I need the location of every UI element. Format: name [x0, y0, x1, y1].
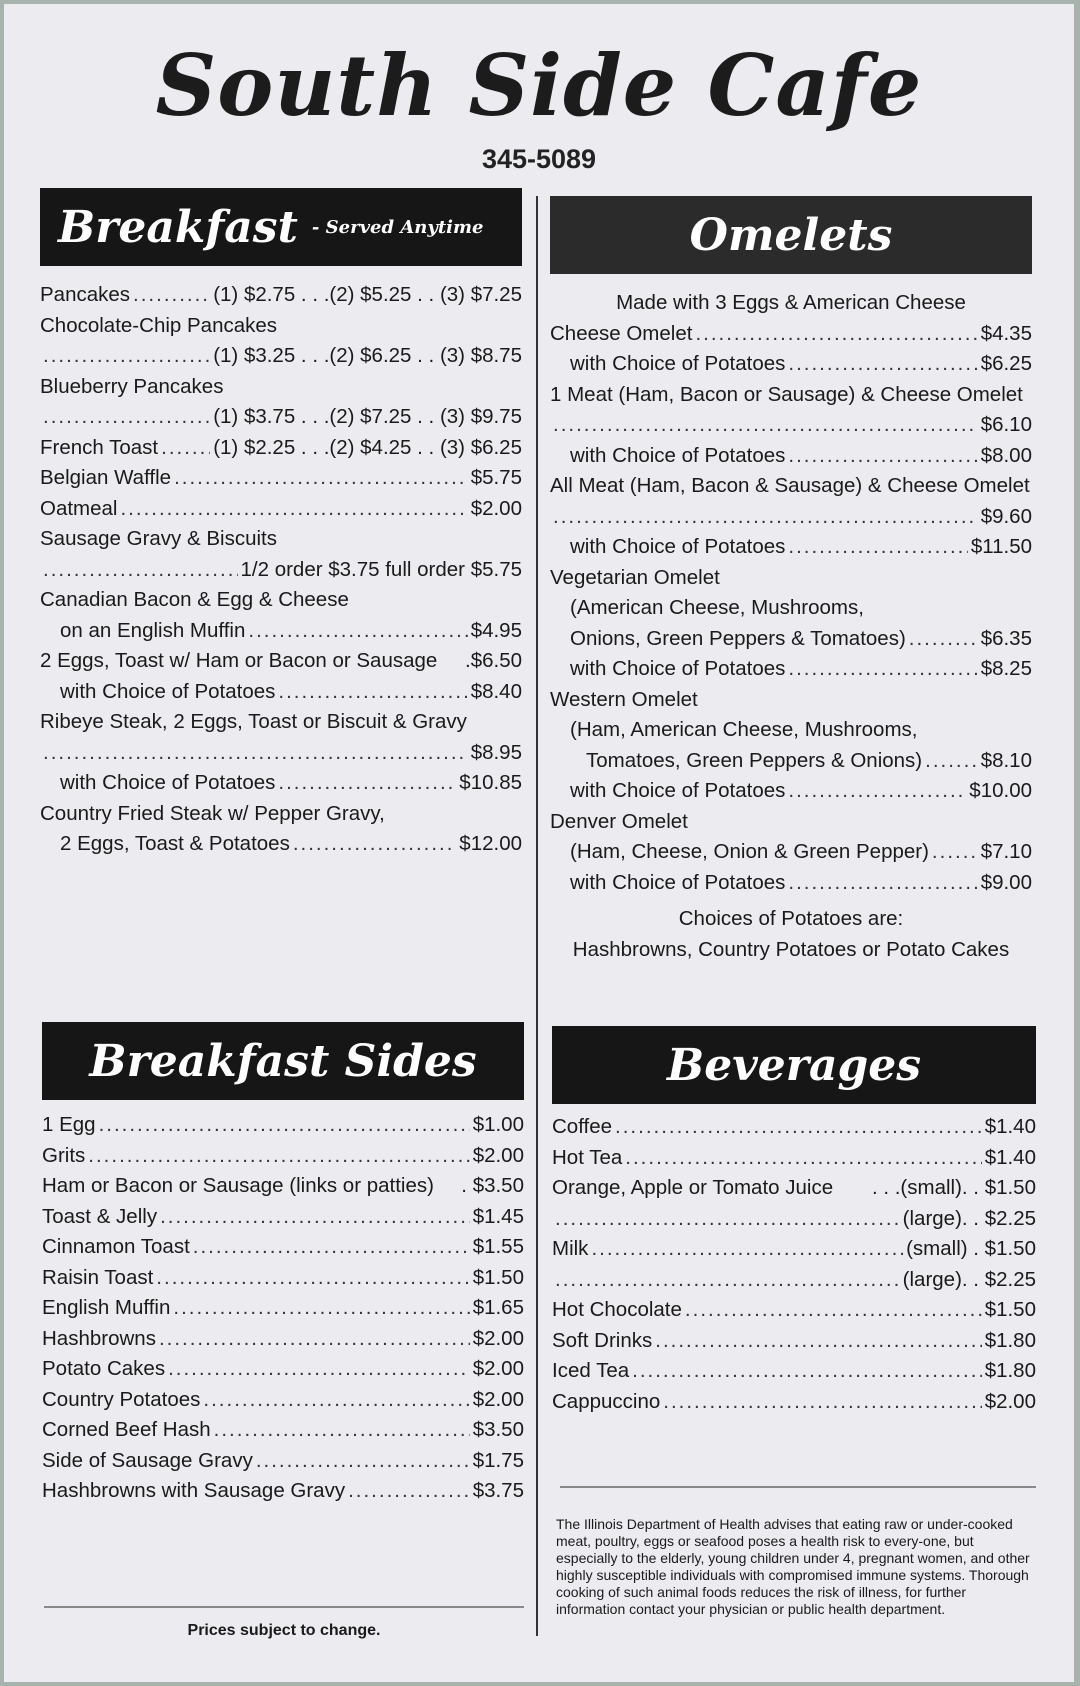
- dot-leader: [43, 738, 468, 769]
- item-price: $7.10: [980, 840, 1032, 863]
- menu-line: [550, 563, 1032, 594]
- item-price: (small) . $1.50: [906, 1237, 1036, 1260]
- item-price: $10.00: [969, 779, 1032, 802]
- item-price: $8.40: [470, 679, 522, 703]
- menu-line: [40, 707, 522, 738]
- dot-leader: [278, 677, 467, 708]
- item-name: with Choice of Potatoes: [60, 679, 276, 703]
- dot-leader: [591, 1234, 903, 1265]
- menu-line: [550, 624, 1032, 655]
- item-price: $1.50: [984, 1298, 1036, 1321]
- menu-line: [550, 471, 1032, 502]
- breakfast-title: Breakfast: [58, 201, 298, 253]
- item-name: 2 Eggs, Toast w/ Ham or Bacon or Sausage: [40, 649, 438, 672]
- dot-leader: [278, 768, 456, 799]
- item-price: . . .(small). . $1.50: [871, 1176, 1036, 1199]
- item-name: Hashbrowns with Sausage Gravy: [42, 1479, 346, 1502]
- dot-leader: [555, 1204, 900, 1235]
- item-price: $5.75: [470, 466, 522, 489]
- item-price: $9.00: [980, 870, 1032, 894]
- menu-line: [550, 807, 1032, 838]
- menu-line: [552, 1387, 1036, 1418]
- breakfast-section: [40, 188, 522, 860]
- dot-leader: [625, 1143, 981, 1174]
- menu-line: [550, 868, 1032, 899]
- cafe-title: South Side Cafe: [155, 36, 923, 135]
- item-price: $1.50: [472, 1265, 524, 1289]
- menu-line: [40, 585, 522, 616]
- item-price: $1.40: [984, 1115, 1036, 1138]
- beverages-banner: [552, 1026, 1036, 1104]
- item-name: Ham or Bacon or Sausage (links or patties): [42, 1174, 434, 1197]
- sides-list: [42, 1110, 524, 1507]
- menu-line: [42, 1263, 524, 1294]
- item-name: with Choice of Potatoes: [570, 657, 786, 680]
- item-price: (1) $3.75 . . .(2) $7.25 . . (3) $9.75: [213, 405, 522, 428]
- menu-line: [42, 1232, 524, 1263]
- menu-line: [550, 532, 1032, 563]
- dot-leader: [663, 1387, 981, 1418]
- menu-line: [552, 1295, 1036, 1326]
- breakfast-list: [40, 280, 522, 860]
- item-name: with Choice of Potatoes: [570, 535, 786, 558]
- menu-line: [42, 1110, 524, 1141]
- beverages-section: [552, 1026, 1036, 1417]
- item-price: (1) $2.25 . . .(2) $4.25 . . (3) $6.25: [213, 435, 522, 459]
- item-price: $2.00: [472, 1387, 524, 1411]
- menu-line: [42, 1202, 524, 1233]
- item-price: $1.80: [984, 1328, 1036, 1352]
- dot-leader: [632, 1356, 982, 1387]
- menu-line: [40, 677, 522, 708]
- item-name: with Choice of Potatoes: [570, 870, 786, 894]
- item-price: $8.10: [980, 748, 1032, 772]
- menu-line: [40, 555, 522, 586]
- item-price: $6.10: [980, 413, 1032, 436]
- dot-leader: [168, 1354, 470, 1385]
- menu-line: [40, 768, 522, 799]
- item-name: Chocolate-Chip Pancakes: [40, 313, 278, 337]
- item-name: 2 Eggs, Toast & Potatoes: [60, 832, 290, 855]
- item-price: $9.60: [980, 504, 1032, 528]
- item-name: Blueberry Pancakes: [40, 374, 224, 398]
- breakfast-subtitle: - Served Anytime: [311, 216, 484, 238]
- item-price: $6.25: [980, 352, 1032, 375]
- item-name: English Muffin: [42, 1296, 171, 1319]
- item-name: Toast & Jelly: [42, 1204, 158, 1228]
- dot-leader: [788, 349, 977, 380]
- item-name: All Meat (Ham, Bacon & Sausage) & Cheese Omelet: [550, 474, 1030, 497]
- dot-leader: [160, 1202, 470, 1233]
- menu-line: [550, 776, 1032, 807]
- menu-line: [550, 654, 1032, 685]
- omelets-banner: [550, 196, 1032, 274]
- menu-line: [42, 1324, 524, 1355]
- item-name: (American Cheese, Mushrooms,: [570, 596, 864, 619]
- menu-line: [40, 494, 522, 525]
- dot-leader: [159, 1324, 470, 1355]
- dot-leader: [788, 868, 977, 899]
- item-name: Cappuccino: [552, 1389, 661, 1413]
- item-name: Iced Tea: [552, 1359, 630, 1382]
- menu-line: [42, 1171, 524, 1202]
- item-price: (large). . $2.25: [902, 1267, 1036, 1291]
- omelets-intro: Made with 3 Eggs & American Cheese: [616, 291, 966, 314]
- menu-line: [550, 410, 1032, 441]
- item-price: .$6.50: [465, 649, 522, 672]
- dot-leader: [553, 502, 978, 533]
- item-name: Country Fried Steak w/ Pepper Gravy,: [40, 801, 385, 825]
- item-price: $10.85: [459, 771, 522, 794]
- item-name: Coffee: [552, 1115, 613, 1138]
- item-name: with Choice of Potatoes: [570, 443, 786, 467]
- menu-line: [42, 1293, 524, 1324]
- menu-line: [40, 738, 522, 769]
- menu-line: [550, 685, 1032, 716]
- omelets-list: [550, 319, 1032, 899]
- item-price: $1.75: [472, 1448, 524, 1472]
- menu-line: [550, 319, 1032, 350]
- menu-line: [40, 463, 522, 494]
- dot-leader: [293, 829, 456, 860]
- omelets-title: Omelets: [689, 209, 893, 261]
- menu-line: [550, 349, 1032, 380]
- menu-line: [40, 341, 522, 372]
- item-name: Cinnamon Toast: [42, 1235, 190, 1258]
- dot-leader: [788, 776, 966, 807]
- item-name: (Ham, American Cheese, Mushrooms,: [570, 718, 918, 741]
- item-price: $1.65: [472, 1296, 524, 1319]
- dot-leader: [615, 1112, 982, 1143]
- item-name: Belgian Waffle: [40, 466, 172, 489]
- item-price: $1.45: [472, 1204, 524, 1228]
- column-divider: [536, 196, 538, 1636]
- health-notice: The Illinois Department of Health advises that eating raw or under-cooked meat, poultry, eggs or seafood poses a health risk to every-one, but especially to the elderly, young children under 4, pregnant women, and other highly susceptible individuals with compromised immune systems. Thorough cooking of such animal foods reduces the risk of illness, for further information contact your physician or public health department.: [556, 1516, 1030, 1617]
- menu-line: [550, 380, 1032, 411]
- dot-leader: [909, 624, 978, 655]
- dot-leader: [174, 463, 468, 494]
- dot-leader: [88, 1141, 469, 1172]
- phone-number: 345-5089: [481, 144, 597, 174]
- dot-leader: [43, 555, 238, 586]
- dot-leader: [161, 433, 210, 464]
- dot-leader: [695, 319, 977, 350]
- item-price: $12.00: [459, 832, 522, 855]
- item-name: Soft Drinks: [552, 1328, 653, 1352]
- item-name: Vegetarian Omelet: [550, 565, 720, 589]
- item-name: Grits: [42, 1143, 86, 1167]
- dot-leader: [932, 837, 978, 868]
- item-name: Oatmeal: [40, 496, 118, 520]
- item-name: Pancakes: [40, 283, 131, 306]
- menu-line: [552, 1204, 1036, 1235]
- dot-leader: [133, 280, 210, 311]
- dot-leader: [788, 654, 977, 685]
- item-price: $6.35: [980, 626, 1032, 650]
- menu-line: [42, 1354, 524, 1385]
- menu-line: [552, 1265, 1036, 1296]
- menu-line: [550, 837, 1032, 868]
- item-price: $1.55: [472, 1235, 524, 1258]
- item-name: Tomatoes, Green Peppers & Onions): [586, 748, 923, 772]
- item-price: $1.00: [472, 1113, 524, 1136]
- beverages-rule: [560, 1486, 1036, 1488]
- menu-line: [552, 1112, 1036, 1143]
- dot-leader: [214, 1415, 470, 1446]
- menu-line: [42, 1141, 524, 1172]
- menu-line: [40, 616, 522, 647]
- breakfast-banner: [40, 188, 522, 266]
- item-name: Country Potatoes: [42, 1387, 201, 1411]
- beverages-list: [552, 1112, 1036, 1417]
- item-name: 1 Egg: [42, 1113, 96, 1136]
- item-price: (1) $3.25 . . .(2) $6.25 . . (3) $8.75: [213, 344, 522, 367]
- menu-line: [40, 280, 522, 311]
- item-name: with Choice of Potatoes: [60, 771, 276, 794]
- menu-line: [40, 433, 522, 464]
- dot-leader: [156, 1263, 469, 1294]
- dot-leader: [655, 1326, 981, 1357]
- menu-line: [550, 441, 1032, 472]
- dot-leader: [553, 410, 978, 441]
- item-price: (large). . $2.25: [902, 1206, 1036, 1230]
- item-price: (1) $2.75 . . .(2) $5.25 . . (3) $7.25: [213, 283, 522, 306]
- dot-leader: [203, 1385, 469, 1416]
- menu-line: [40, 372, 522, 403]
- sides-section: [42, 1022, 524, 1507]
- item-price: $8.25: [980, 657, 1032, 680]
- item-price: $3.75: [472, 1479, 524, 1502]
- item-name: Potato Cakes: [42, 1357, 166, 1380]
- item-name: Onions, Green Peppers & Tomatoes): [570, 626, 906, 650]
- omelets-section: [550, 196, 1032, 965]
- item-name: Sausage Gravy & Biscuits: [40, 527, 277, 550]
- menu-line: [42, 1446, 524, 1477]
- item-name: Hot Chocolate: [552, 1298, 682, 1321]
- item-price: $4.95: [470, 618, 522, 642]
- item-name: 1 Meat (Ham, Bacon or Sausage) & Cheese Omelet: [550, 382, 1023, 406]
- menu-line: [550, 502, 1032, 533]
- menu-line: [42, 1476, 524, 1507]
- menu-line: [552, 1326, 1036, 1357]
- sides-title: Breakfast Sides: [89, 1035, 477, 1087]
- potato-choices-title: Choices of Potatoes are:: [678, 907, 904, 930]
- item-name: Orange, Apple or Tomato Juice: [552, 1176, 834, 1199]
- item-name: with Choice of Potatoes: [570, 352, 786, 375]
- item-name: Denver Omelet: [550, 809, 688, 833]
- menu-line: [40, 311, 522, 342]
- menu-page: [4, 4, 1074, 1682]
- menu-line: [40, 646, 522, 677]
- dot-leader: [925, 746, 978, 777]
- menu-line: [40, 524, 522, 555]
- item-name: Hashbrowns: [42, 1326, 156, 1350]
- menu-line: [42, 1415, 524, 1446]
- dot-leader: [788, 532, 967, 563]
- menu-line: [552, 1143, 1036, 1174]
- item-name: Corned Beef Hash: [42, 1418, 211, 1441]
- item-price: $2.00: [984, 1389, 1036, 1413]
- menu-line: [550, 746, 1032, 777]
- menu-line: [40, 402, 522, 433]
- item-price: $2.00: [472, 1326, 524, 1350]
- menu-line: [42, 1385, 524, 1416]
- item-price: $1.80: [984, 1359, 1036, 1382]
- item-name: Raisin Toast: [42, 1265, 154, 1289]
- item-name: on an English Muffin: [60, 618, 246, 642]
- item-price: $8.95: [470, 740, 522, 764]
- beverages-title: Beverages: [667, 1039, 921, 1091]
- item-name: French Toast: [40, 435, 159, 459]
- item-price: $1.40: [984, 1145, 1036, 1169]
- item-name: Hot Tea: [552, 1145, 623, 1169]
- dot-leader: [173, 1293, 469, 1324]
- item-price: 1/2 order $3.75 full order $5.75: [240, 557, 522, 581]
- item-price: $2.00: [472, 1357, 524, 1380]
- item-name: Western Omelet: [550, 687, 698, 711]
- item-name: Cheese Omelet: [550, 321, 693, 345]
- dot-leader: [256, 1446, 470, 1477]
- item-name: Milk: [552, 1237, 589, 1260]
- menu-line: [552, 1234, 1036, 1265]
- item-price: $2.00: [470, 496, 522, 520]
- sides-rule: [44, 1606, 524, 1608]
- dot-leader: [348, 1476, 470, 1507]
- dot-leader: [193, 1232, 470, 1263]
- menu-line: [40, 799, 522, 830]
- item-price: $8.00: [980, 443, 1032, 467]
- prices-notice: Prices subject to change.: [187, 1622, 381, 1639]
- dot-leader: [685, 1295, 982, 1326]
- item-name: (Ham, Cheese, Onion & Green Pepper): [570, 840, 929, 863]
- item-price: $3.50: [472, 1418, 524, 1441]
- item-name: Side of Sausage Gravy: [42, 1448, 253, 1472]
- item-price: . $3.50: [461, 1174, 524, 1197]
- dot-leader: [788, 441, 977, 472]
- menu-line: [550, 593, 1032, 624]
- menu-line: [552, 1356, 1036, 1387]
- dot-leader: [248, 616, 467, 647]
- dot-leader: [555, 1265, 900, 1296]
- item-price: $11.50: [970, 535, 1032, 558]
- dot-leader: [43, 402, 210, 433]
- dot-leader: [43, 341, 210, 372]
- item-name: with Choice of Potatoes: [570, 779, 786, 802]
- dot-leader: [99, 1110, 470, 1141]
- item-price: $2.00: [472, 1143, 524, 1167]
- potato-choices: Hashbrowns, Country Potatoes or Potato Cakes: [572, 937, 1010, 961]
- sides-banner: [42, 1022, 524, 1100]
- item-name: Canadian Bacon & Egg & Cheese: [40, 588, 349, 611]
- menu-line: [552, 1173, 1036, 1204]
- menu-line: [550, 715, 1032, 746]
- item-price: $4.35: [980, 321, 1032, 345]
- dot-leader: [120, 494, 467, 525]
- menu-line: [40, 829, 522, 860]
- item-name: Ribeye Steak, 2 Eggs, Toast or Biscuit & Gravy: [40, 710, 467, 733]
